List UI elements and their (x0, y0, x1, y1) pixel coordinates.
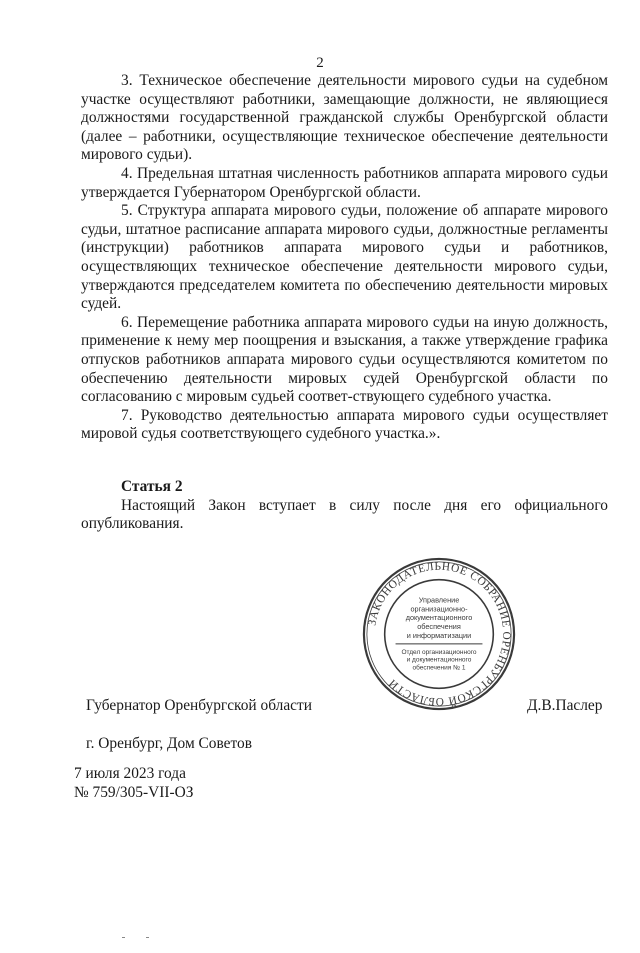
law-number: № 759/305-VII-ОЗ (74, 784, 194, 801)
scan-speck (122, 937, 125, 938)
seal-inner-text (406, 595, 473, 640)
article-text: Настоящий Закон вступает в силу после дня его официального опубликования. (81, 496, 608, 533)
law-body (81, 72, 608, 444)
article-heading: Статья 2 (121, 478, 183, 495)
svg-text:документационного: документационного (405, 613, 473, 623)
signatory-name: Д.В.Паслер (527, 697, 603, 714)
svg-text:Отдел организационного: Отдел организационного (401, 648, 477, 656)
signatory-title: Губернатор Оренбургской области (86, 697, 312, 714)
seal-outer-text: ЗАКОНОДАТЕЛЬНОЕ СОБРАНИЕ ОРЕНБУРГСКОЙ ОБЛАСТИ (366, 560, 513, 708)
paragraph-3: 3. Техническое обеспечение деятельности мирового судьи на судебном участке осуществляют работники, замещающие должности, не являющиеся должностями государственной гражданской службы Оренбургской области (далее – работники, осуществляющие техническое обеспечение деятельности мирового судьи). (81, 72, 608, 164)
svg-text:и информатизации: и информатизации (406, 630, 472, 640)
article-2 (81, 478, 608, 534)
seal-bottom-text (401, 649, 476, 672)
svg-text:обеспечения № 1: обеспечения № 1 (412, 664, 466, 672)
svg-text:Управление: Управление (418, 595, 460, 605)
paragraph-5: 5. Структура аппарата мирового судьи, положение об аппарате мирового судьи, штатное расписание аппарата мирового судьи, должностные регламенты (инструкции) работников аппарата мирового судьи и работников, осуществляющих техническое обеспечение деятельности мирового судьи, утверждаются председателем комитета по обеспечению деятельности мировых судей. (81, 202, 608, 313)
official-seal-stamp (360, 555, 518, 713)
svg-text:и документационного: и документационного (406, 656, 472, 664)
signing-place: г. Оренбург, Дом Советов (86, 735, 252, 752)
signing-date: 7 июля 2023 года (74, 765, 186, 782)
svg-text:организационно-: организационно- (410, 604, 468, 614)
paragraph-4: 4. Предельная штатная численность работников аппарата мирового судьи утверждается Губернатором Оренбургской области. (81, 164, 608, 201)
scan-speck (146, 937, 149, 938)
paragraph-7: 7. Руководство деятельностью аппарата мирового судьи осуществляет мировой судья соответствующего судебного участка.». (81, 406, 608, 443)
page-number: 2 (316, 55, 324, 71)
svg-text:обеспечения: обеспечения (417, 622, 461, 632)
paragraph-6: 6. Перемещение работника аппарата мирового судьи на иную должность, применение к нему мер поощрения и взыскания, а также утверждение графика отпусков работников аппарата мирового судьи осуществляются комитетом по обеспечению деятельности мировых судей Оренбургской области по согласованию с мировым судьей соответ-ствующего судебного участка. (81, 313, 608, 406)
